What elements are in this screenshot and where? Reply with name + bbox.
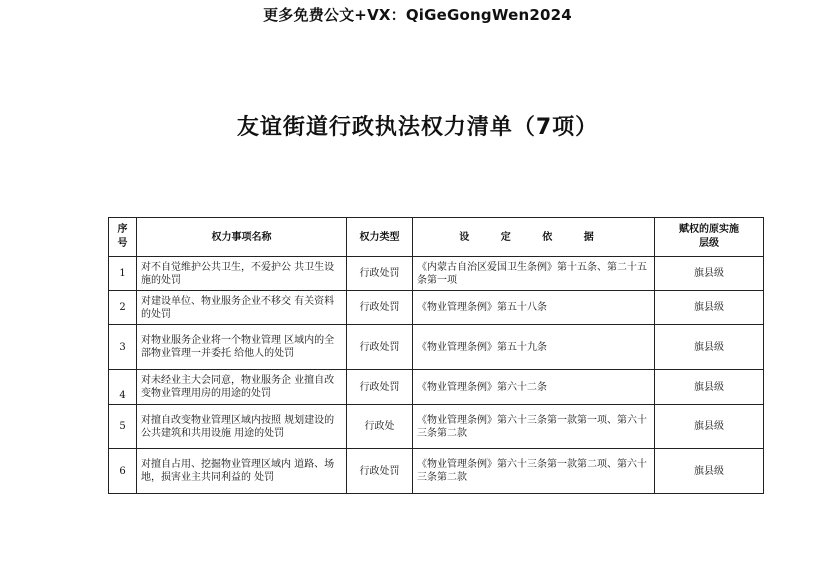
row-type: 行政处罚 bbox=[347, 291, 413, 325]
row-name: 对物业服务企业将一个物业管理 区域内的全部物业管理一并委托 给他人的处罚 bbox=[137, 325, 347, 370]
row-name: 对擅自改变物业管理区域内按照 规划建设的公共建筑和共用设施 用途的处罚 bbox=[137, 405, 347, 449]
row-basis: 《内蒙古自治区爱国卫生条例》第十五条、第二十五 条第一项 bbox=[413, 257, 655, 291]
header-type: 权力类型 bbox=[347, 218, 413, 257]
row-num: 4 bbox=[109, 370, 137, 405]
row-level: 旗县级 bbox=[655, 370, 764, 405]
row-num: 5 bbox=[109, 405, 137, 449]
table-row bbox=[109, 370, 764, 405]
row-name: 对建设单位、物业服务企业不移交 有关资料的处罚 bbox=[137, 291, 347, 325]
header-name: 权力事项名称 bbox=[137, 218, 347, 257]
header-basis: 设 定 依 据 bbox=[413, 218, 655, 257]
row-num: 1 bbox=[109, 257, 137, 291]
row-basis: 《物业管理条例》第五十九条 bbox=[413, 325, 655, 370]
row-num: 3 bbox=[109, 325, 137, 370]
header-level: 赋权的原实施层级 bbox=[655, 218, 764, 257]
row-type: 行政处 bbox=[347, 405, 413, 449]
table-row bbox=[109, 257, 764, 291]
document-title: 友谊街道行政执法权力清单（7项） bbox=[236, 115, 599, 140]
table-header-row bbox=[109, 218, 764, 257]
row-type: 行政处罚 bbox=[347, 257, 413, 291]
row-type: 行政处罚 bbox=[347, 325, 413, 370]
row-level: 旗县级 bbox=[655, 291, 764, 325]
table-row bbox=[109, 449, 764, 494]
row-level: 旗县级 bbox=[655, 257, 764, 291]
row-type: 行政处罚 bbox=[347, 370, 413, 405]
power-list-table bbox=[108, 217, 764, 494]
row-name: 对未经业主大会同意，物业服务企 业擅自改变物业管理用房的用途的处罚 bbox=[137, 370, 347, 405]
table-row bbox=[109, 325, 764, 370]
row-num: 6 bbox=[109, 449, 137, 494]
row-num: 2 bbox=[109, 291, 137, 325]
row-level: 旗县级 bbox=[655, 405, 764, 449]
row-basis: 《物业管理条例》第五十八条 bbox=[413, 291, 655, 325]
header-num: 序号 bbox=[109, 218, 137, 257]
table-row bbox=[109, 405, 764, 449]
watermark-header: 更多免费公文+VX：QiGeGongWen2024 bbox=[263, 6, 572, 24]
row-name: 对擅自占用、挖掘物业管理区域内 道路、场地，损害业主共同利益的 处罚 bbox=[137, 449, 347, 494]
table-row bbox=[109, 291, 764, 325]
row-name: 对不自觉维护公共卫生，不爱护公 共卫生设施的处罚 bbox=[137, 257, 347, 291]
row-type: 行政处罚 bbox=[347, 449, 413, 494]
row-level: 旗县级 bbox=[655, 449, 764, 494]
row-basis: 《物业管理条例》第六十三条第一款第一项、第六十 三条第二款 bbox=[413, 405, 655, 449]
row-level: 旗县级 bbox=[655, 325, 764, 370]
row-basis: 《物业管理条例》第六十二条 bbox=[413, 370, 655, 405]
row-basis: 《物业管理条例》第六十三条第一款第二项、第六十 三条第二款 bbox=[413, 449, 655, 494]
